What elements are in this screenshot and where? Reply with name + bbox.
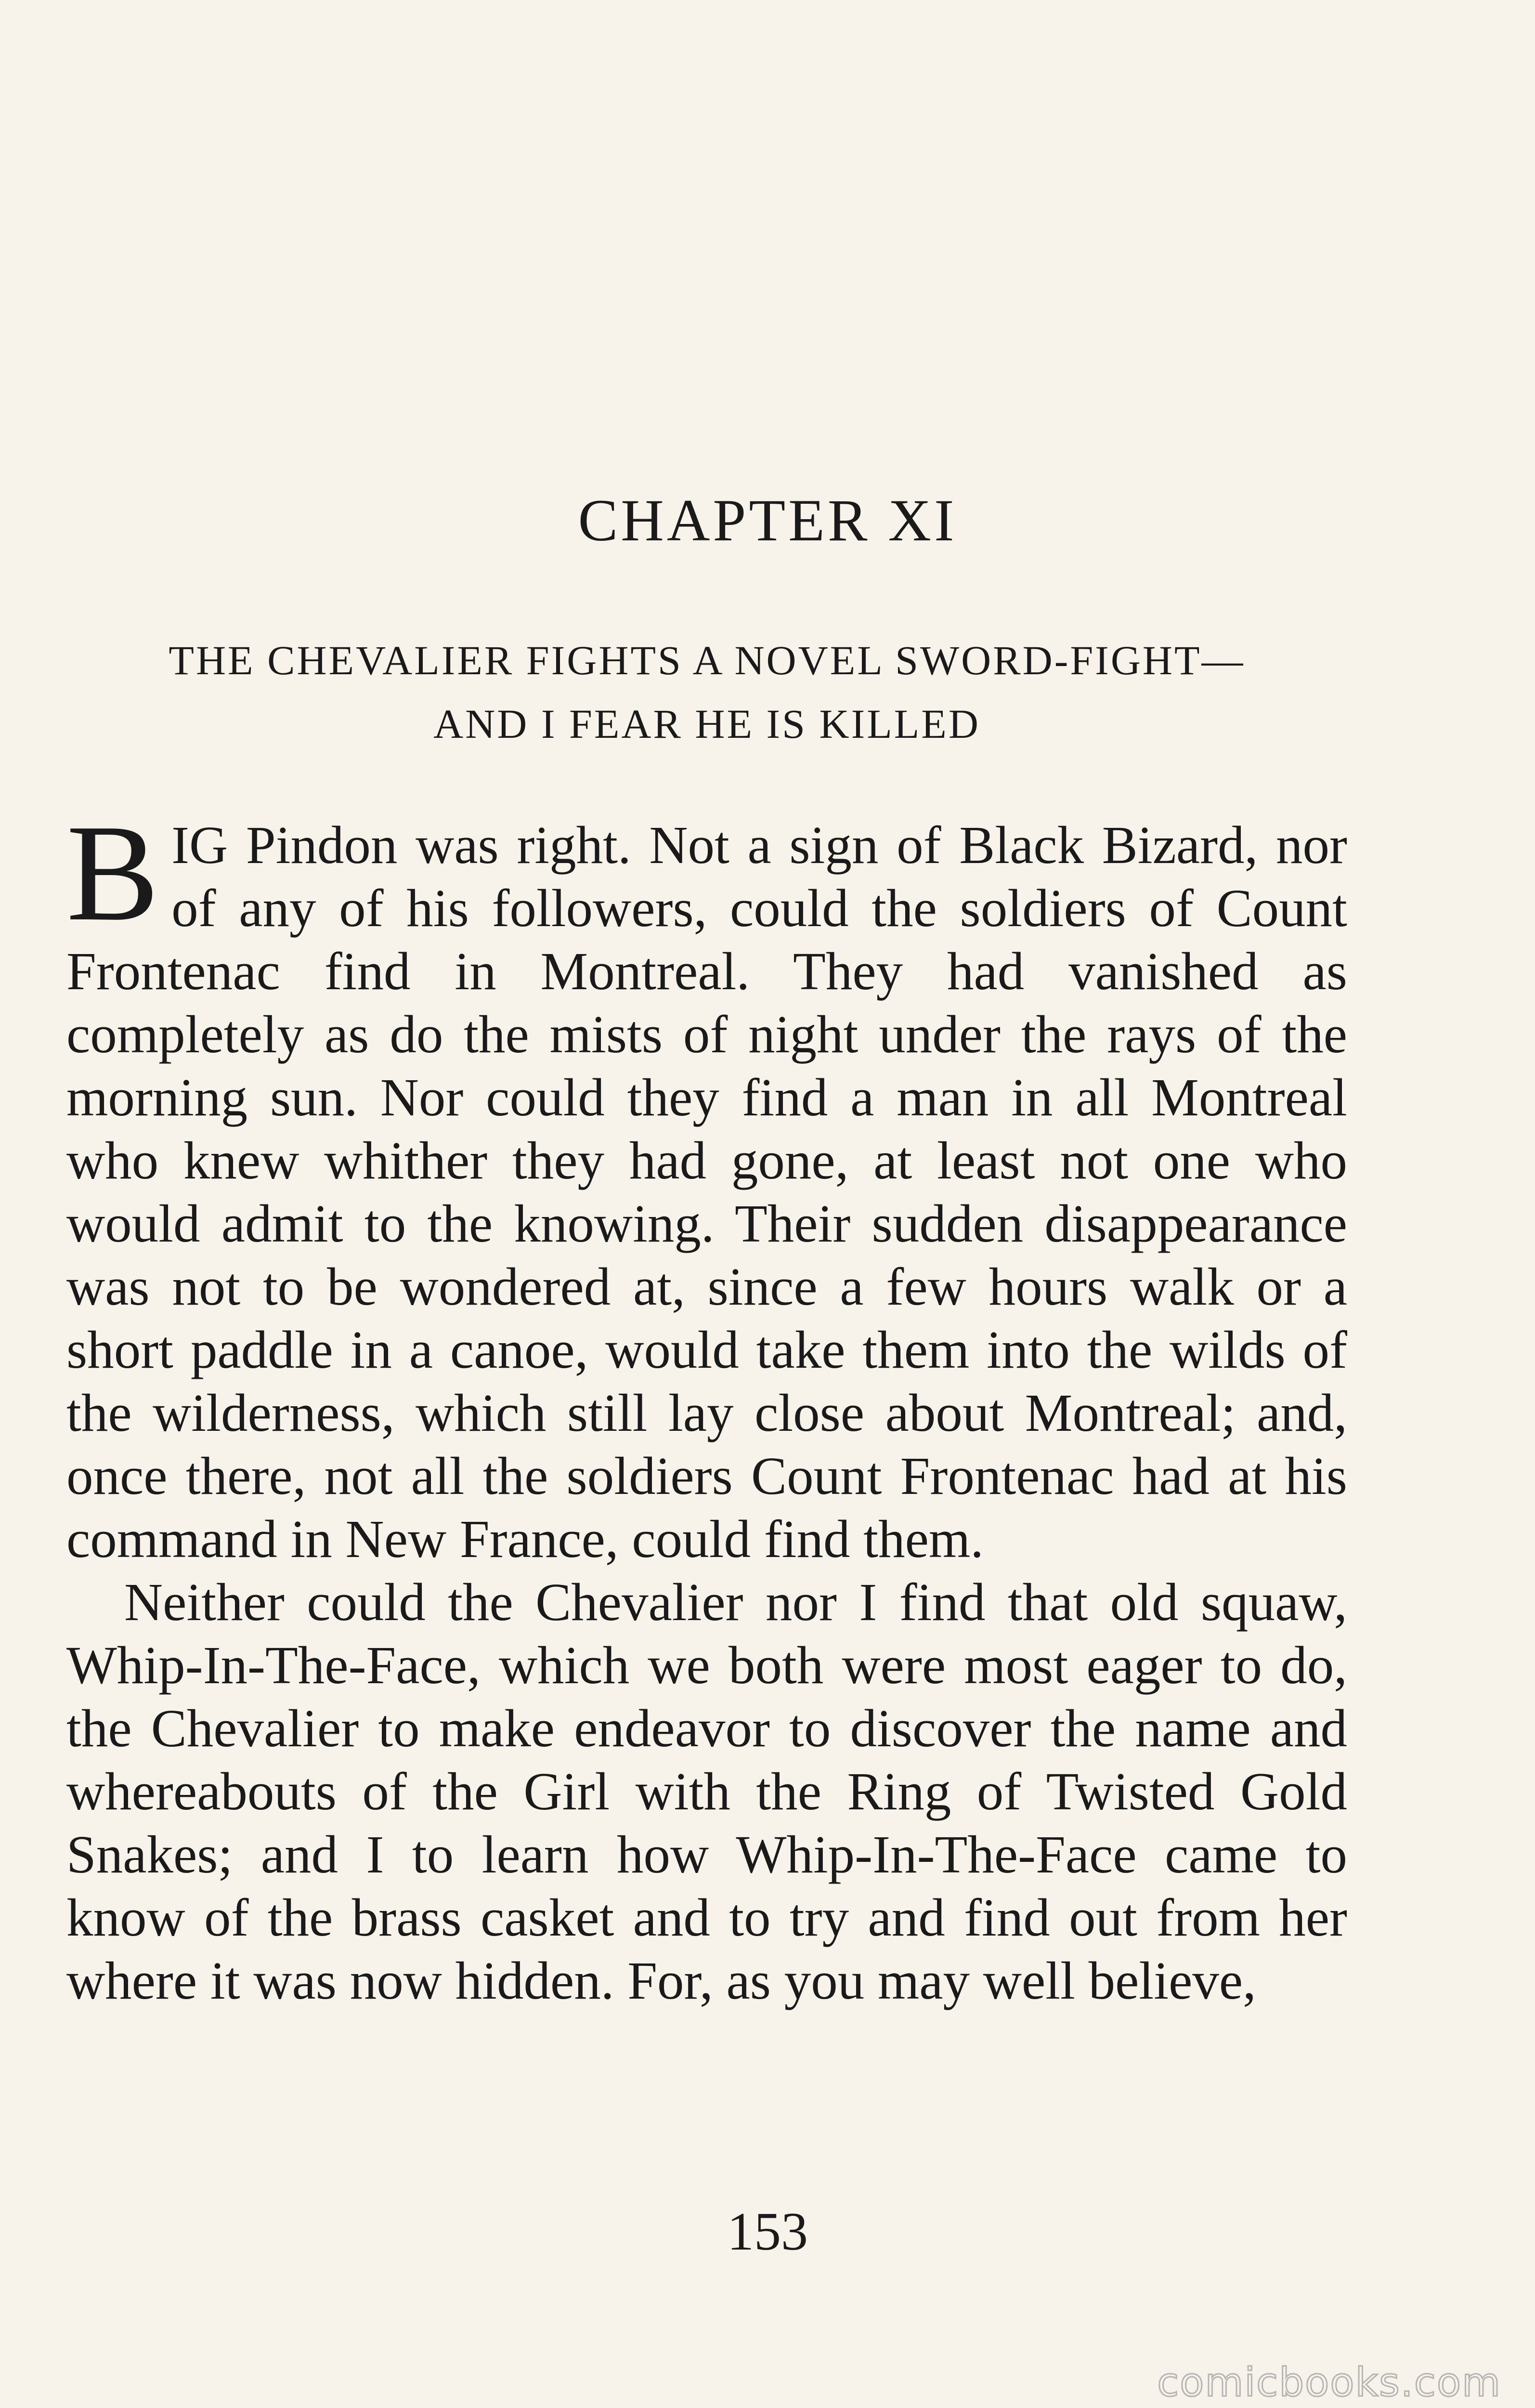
page-number: 153 <box>727 2202 808 2262</box>
chapter-body <box>66 796 1347 2013</box>
paragraph-2: Neither could the Chevalier nor I find that old squaw, Whip-In-The-Face, which we both were most eager to do, the Chevalier to make endeavor to discover the name and whereabouts of the Girl with the Ring of Twisted Gold Snakes; and I to learn how Whip-In-The-Face came to know of the brass casket and to try and find out from her where it was now hidden. For, as you may well believe, <box>66 1573 1347 2011</box>
chapter-title: CHAPTER XI <box>578 487 957 553</box>
chapter-subtitle <box>66 628 1347 756</box>
drop-cap: B <box>66 796 159 950</box>
chapter-subtitle-line-2: AND I FEAR HE IS KILLED <box>433 701 980 747</box>
paragraph-1-text: IG Pindon was right. Not a sign of Black Bizard, nor of any of his followers, could the soldiers of Count Frontenac find in Montreal. They had vanished as completely as do the mists of night under the rays of the morning sun. Nor could they find a man in all Montreal who knew whither they had gone, at least not one who would admit to the knowing. Their sudden disappearance was not to be wondered at, since a few hours walk or a short paddle in a canoe, would take them into the wilds of the wilderness, which still lay close about Montreal; and, once there, not all the soldiers Count Frontenac had at his command in New France, could find them. <box>66 816 1347 1569</box>
chapter-subtitle-line-1: THE CHEVALIER FIGHTS A NOVEL SWORD-FIGHT— <box>169 637 1245 683</box>
paragraph-1 <box>66 796 1347 1571</box>
watermark: comicbooks.com <box>1157 2360 1501 2406</box>
